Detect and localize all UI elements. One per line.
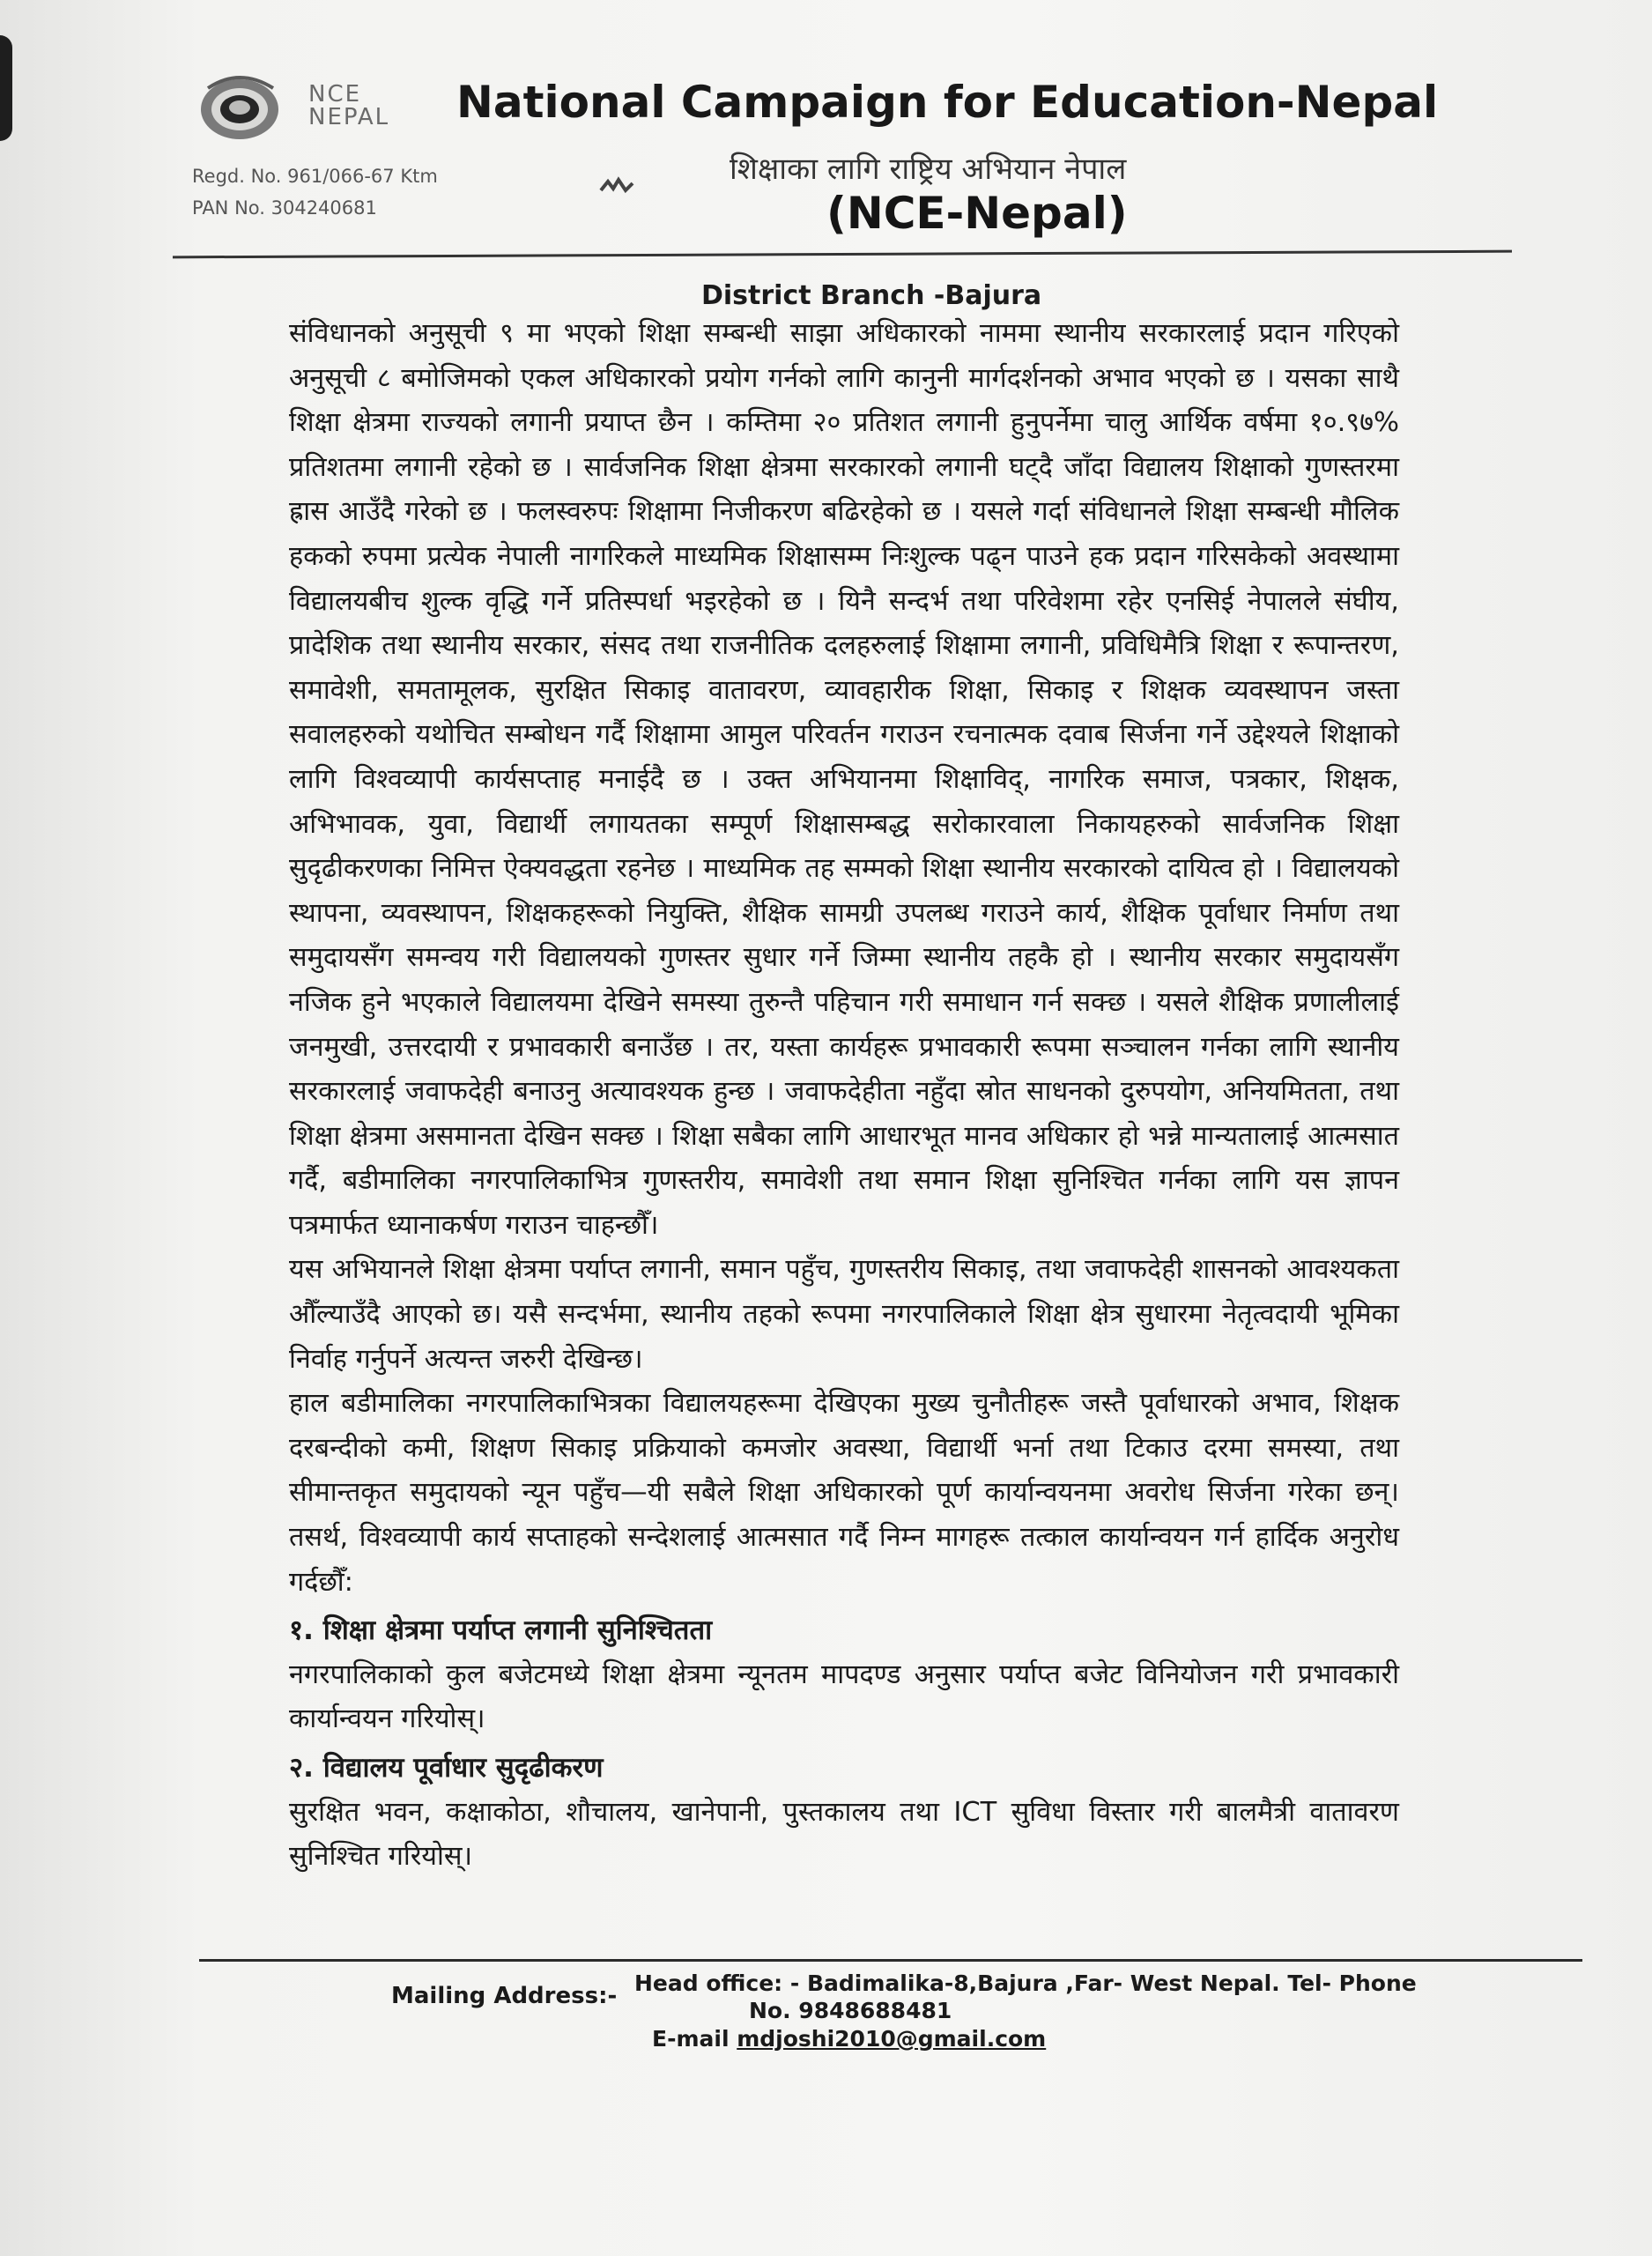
body-paragraph-2: यस अभियानले शिक्षा क्षेत्रमा पर्याप्त लगानी, समान पहुँच, गुणस्तरीय सिकाइ, तथा जवाफदेही शासनको आवश्यकता औँल्याउँदै आएको छ। यसै सन्दर्भमा, स्थानीय तहको रूपमा नगरपालिकाले शिक्षा क्षेत्र सुधारमा नेतृत्वदायी भूमिका निर्वाह गर्नुपर्ने अत्यन्त जरुरी देखिन्छ।: [289, 1254, 1399, 1375]
pan-number: PAN No. 304240681: [192, 197, 377, 219]
demand-heading-1: १. शिक्षा क्षेत्रमा पर्याप्त लगानी सुनिश्चितता: [289, 1614, 713, 1647]
demand-heading-2: २. विद्यालय पूर्वाधार सुदृढीकरण: [289, 1752, 604, 1784]
registration-block: [192, 160, 438, 224]
logo-text: [308, 83, 389, 129]
body-paragraph-5: सुरक्षित भवन, कक्षाकोठा, शौचालय, खानेपानी, पुस्तकालय तथा ICT सुविधा विस्तार गरी बालमैत्री वातावरण सुनिश्चित गरियोस्।: [289, 1796, 1399, 1873]
footer-divider: [199, 1959, 1582, 1962]
body-paragraph-4: नगरपालिकाको कुल बजेटमध्ये शिक्षा क्षेत्रमा न्यूनतम मापदण्ड अनुसार पर्याप्त बजेट विनियोजन गरी प्रभावकारी कार्यान्वयन गरियोस्।: [289, 1659, 1399, 1735]
page-corner-shadow: [0, 35, 12, 141]
organization-name-nepali: शिक्षाका लागि राष्ट्रिय अभियान नेपाल: [730, 152, 1127, 187]
organization-short-name: (NCE-Nepal): [826, 188, 1128, 239]
phone-number: No. 9848688481: [749, 1998, 952, 2023]
head-office-address: Head office: - Badimalika-8,Bajura ,Far- West Nepal. Tel- Phone: [634, 1970, 1417, 1996]
district-branch: District Branch -Bajura: [701, 280, 1042, 311]
email-label: E-mail: [652, 2026, 737, 2052]
logo-text-line1: NCE: [308, 81, 362, 108]
organization-name: National Campaign for Education-Nepal: [456, 77, 1439, 128]
email-address-link[interactable]: mdjoshi2010@gmail.com: [737, 2026, 1047, 2052]
registration-number: Regd. No. 961/066-67 Ktm: [192, 166, 438, 187]
body-paragraph-1: संविधानको अनुसूची ९ मा भएको शिक्षा सम्बन्धी साझा अधिकारको नाममा स्थानीय सरकारलाई प्रदान गरिएको अनुसूची ८ बमोजिमको एकल अधिकारको प्रयोग गर्नको लागि कानुनी मार्गदर्शनको अभाव भएको छ । यसका साथै शिक्षा क्षेत्रमा राज्यको लगानी प्रयाप्त छैन । कम्तिमा २० प्रतिशत लगानी हुनुपर्नेमा चालु आर्थिक वर्षमा १०.९७% प्रतिशतमा लगानी रहेको छ । सार्वजनिक शिक्षा क्षेत्रमा सरकारको लगानी घट्दै जाँदा विद्यालय शिक्षाको गुणस्तरमा ह्रास आउँदै गरेको छ । फलस्वरुपः शिक्षामा निजीकरण बढिरहेको छ । यसले गर्दा संविधानले शिक्षा सम्बन्धी मौलिक हकको रुपमा प्रत्येक नेपाली नागरिकले माध्यमिक शिक्षासम्म निःशुल्क पढ्न पाउने हक प्रदान गरिसकेको अवस्थामा विद्यालयबीच शुल्क वृद्धि गर्ने प्रतिस्पर्धा भइरहेको छ । यिनै सन्दर्भ तथा परिवेशमा रहेर एनसिई नेपालले संघीय, प्रादेशिक तथा स्थानीय सरकार, संसद तथा राजनीतिक दलहरुलाई शिक्षामा लगानी, प्रविधिमैत्रि शिक्षा र रूपान्तरण, समावेशी, समतामूलक, सुरक्षित सिकाइ वातावरण, व्यावहारीक शिक्षा, सिकाइ र शिक्षक व्यवस्थापन जस्ता सवालहरुको यथोचित सम्बोधन गर्दै शिक्षामा आमुल परिवर्तन गराउन रचनात्मक दवाब सिर्जना गर्ने उद्देश्यले शिक्षाको लागि विश्वव्यापी कार्यसप्ताह मनाईदै छ । उक्त अभियानमा शिक्षाविद्, नागरिक समाज, पत्रकार, शिक्षक, अभिभावक, युवा, विद्यार्थी लगायतका सम्पूर्ण शिक्षासम्बद्ध सरोकारवाला निकायहरुको सार्वजनिक शिक्षा सुदृढीकरणका निमित्त ऐक्यवद्धता रहनेछ । माध्यमिक तह सम्मको शिक्षा स्थानीय सरकारको दायित्व हो । विद्यालयको स्थापना, व्यवस्थापन, शिक्षकहरूको नियुक्ति, शैक्षिक सामग्री उपलब्ध गराउने कार्य, शैक्षिक पूर्वाधार निर्माण तथा समुदायसँग समन्वय गरी विद्यालयको गुणस्तर सुधार गर्ने जिम्मा स्थानीय तहकै हो । स्थानीय सरकार समुदायसँग नजिक हुने भएकाले विद्यालयमा देखिने समस्या तुरुन्तै पहिचान गरी समाधान गर्न सक्छ । यसले शैक्षिक प्रणालीलाई जनमुखी, उत्तरदायी र प्रभावकारी बनाउँछ । तर, यस्ता कार्यहरू प्रभावकारी रूपमा सञ्चालन गर्नका लागि स्थानीय सरकारलाई जवाफदेही बनाउनु अत्यावश्यक हुन्छ । जवाफदेहीता नहुँदा स्रोत साधनको दुरुपयोग, अनियमितता, तथा शिक्षा क्षेत्रमा असमानता देखिन सक्छ । शिक्षा सबैका लागि आधारभूत मानव अधिकार हो भन्ने मान्यतालाई आत्मसात गर्दै, बडीमालिका नगरपालिकाभित्र गुणस्तरीय, समावेशी तथा समान शिक्षा सुनिश्चित गर्नका लागि यस ज्ञापन पत्रमार्फत ध्यानाकर्षण गराउन चाहन्छौँ।: [289, 318, 1399, 1241]
email-line: [652, 2025, 1046, 2053]
header-divider: [173, 250, 1512, 259]
mailing-address-label: Mailing Address:-: [391, 1983, 618, 2009]
body-paragraph-3: हाल बडीमालिका नगरपालिकाभित्रका विद्यालयहरूमा देखिएका मुख्य चुनौतीहरू जस्तै पूर्वाधारको अभाव, शिक्षक दरबन्दीको कमी, शिक्षण सिकाइ प्रक्रियाको कमजोर अवस्था, विद्यार्थी भर्ना तथा टिकाउ दरमा समस्या, तथा सीमान्तकृत समुदायको न्यून पहुँच—यी सबैले शिक्षा अधिकारको पूर्ण कार्यान्वयनमा अवरोध सिर्जना गरेका छन्। तसर्थ, विश्वव्यापी कार्य सप्ताहको सन्देशलाई आत्मसात गर्दै निम्न मागहरू तत्काल कार्यान्वयन गर्न हार्दिक अनुरोध गर्दछौँ:: [289, 1388, 1399, 1598]
letter-body: [289, 312, 1399, 1880]
logo-text-line2: NEPAL: [308, 104, 390, 130]
nce-nepal-logo-icon: [196, 72, 287, 143]
seal-mark-icon: [599, 174, 634, 197]
